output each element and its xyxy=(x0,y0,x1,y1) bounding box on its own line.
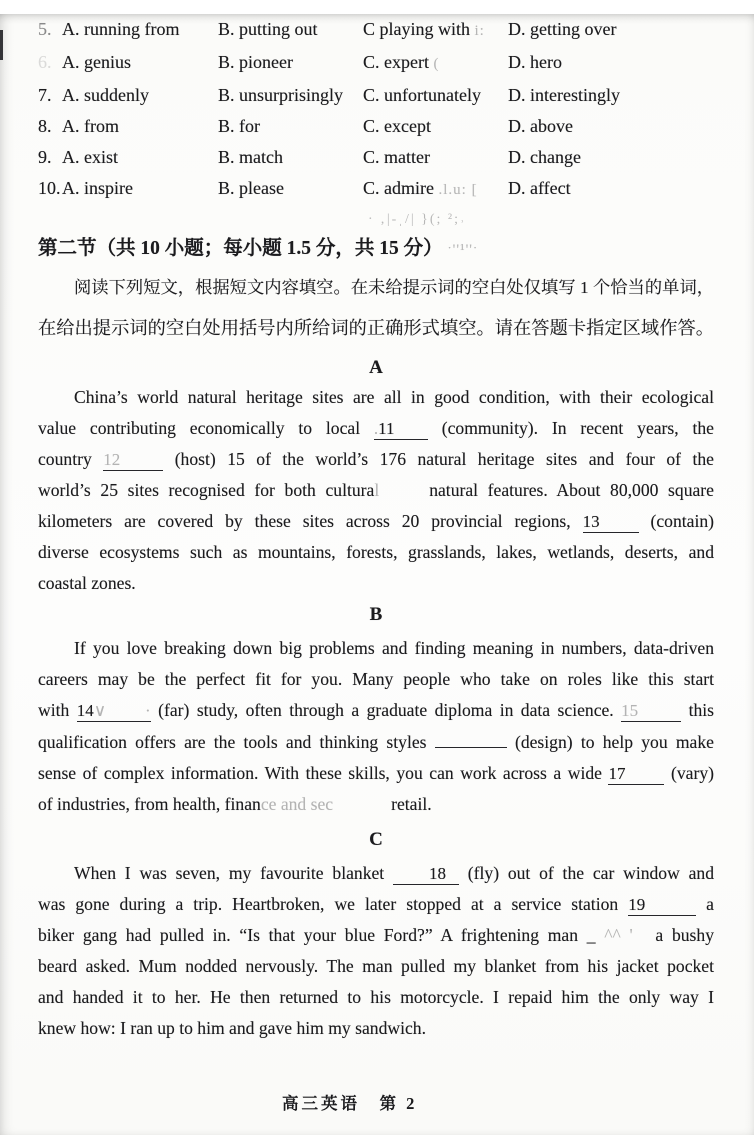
option-row xyxy=(38,142,714,173)
text-line xyxy=(38,695,714,726)
option-b: B. putting out xyxy=(218,19,318,39)
option-d: D. above xyxy=(508,116,573,136)
text-run: sense of complex information. With these skills, you can work across a wide xyxy=(38,763,609,783)
text-line xyxy=(38,664,714,695)
text-run: was gone during a trip. Heartbroken, we later stopped at a service station xyxy=(38,894,629,914)
option-d: D. getting over xyxy=(508,19,617,39)
option-a: 9. A. exist xyxy=(38,142,218,173)
option-row xyxy=(38,80,714,111)
option-a: 8. A. from xyxy=(38,111,218,142)
text-run: (community). In recent years, the xyxy=(427,418,714,438)
option-c: C. matter xyxy=(363,147,430,167)
text-run: (fly) out of the car window and xyxy=(459,863,714,883)
text-run: l xyxy=(374,480,380,500)
section-instructions xyxy=(38,268,714,348)
scan-smudge: ( xyxy=(433,56,440,72)
scan-smudge: i: xyxy=(474,23,485,39)
answer-blank: 19 xyxy=(628,894,696,916)
exam-scan-page xyxy=(0,14,754,1135)
scan-smudge: .l.u: [ xyxy=(438,182,478,198)
text-run: a xyxy=(696,894,714,914)
option-row xyxy=(38,173,714,206)
option-a: 6. A. genius xyxy=(38,47,218,80)
text-line xyxy=(38,413,714,444)
text-run: China’s world natural heritage sites are all in good condition, with their ecological xyxy=(74,387,714,407)
section-heading: 第二节（共 10 小题；每小题 1.5 分，共 15 分） ˑ''¹''ˑ xyxy=(38,238,479,259)
option-row xyxy=(38,14,714,47)
text-line xyxy=(38,858,714,889)
text-run: world’s 25 sites recognised for both cultura xyxy=(38,480,375,500)
text-run: beard asked. Mum nodded nervously. The man pulled my blanket from his jacket pocket xyxy=(38,956,714,976)
question-number: 6. xyxy=(38,52,52,72)
text-run: country xyxy=(38,449,104,469)
option-a: 7. A. suddenly xyxy=(38,80,218,111)
options-table xyxy=(38,14,714,206)
text-run: If you love breaking down big problems and finding meaning in numbers, data-driven xyxy=(74,638,714,658)
answer-blank xyxy=(435,726,507,748)
option-b: B. unsurprisingly xyxy=(218,85,344,105)
answer-blank: 12 xyxy=(103,449,163,471)
option-c: C. expert ( xyxy=(363,52,440,72)
text-run: biker gang had pulled in. “Is that your blue Ford?” A frightening man _ xyxy=(38,925,596,945)
option-row xyxy=(38,111,714,142)
answer-blank: 13 xyxy=(583,511,639,533)
option-d: D. affect xyxy=(508,178,571,198)
text-run: with xyxy=(38,700,77,720)
text-run: qualification offers are the tools and thinking styles xyxy=(38,732,435,752)
text-line xyxy=(38,889,714,920)
option-row xyxy=(38,47,714,80)
text-run: careers may be the perfect fit for you. Many people who take on roles like this start xyxy=(38,669,714,689)
text-run: natural features. About 80,000 square xyxy=(429,480,714,500)
instruction-line: 阅读下列短文，根据短文内容填空。在未给提示词的空白处仅填写 1 个恰当的单词， xyxy=(74,278,714,297)
option-b: B. match xyxy=(218,147,283,167)
text-line xyxy=(38,475,714,506)
text-line xyxy=(38,444,714,475)
answer-blank: 14∨ · xyxy=(76,701,151,720)
question-number: 7. xyxy=(38,85,52,105)
instruction-line: 在给出提示词的空白处用括号内所给词的正确形式填空。请在答题卡指定区域作答。 xyxy=(38,318,714,338)
option-c: C playing with i: xyxy=(363,19,485,39)
option-c: C. unfortunately xyxy=(363,85,481,105)
option-b: B. pioneer xyxy=(218,52,293,72)
text-line xyxy=(38,726,714,758)
option-d: D. hero xyxy=(508,52,562,72)
text-line xyxy=(38,633,714,664)
text-run: (design) to help you make xyxy=(506,732,714,752)
text-run: ce and sec xyxy=(260,794,334,814)
text-run: (vary) xyxy=(664,763,714,783)
answer-blank: 15 xyxy=(621,700,681,722)
text-run: (host) 15 of the world’s 176 natural heritage sites and four of the xyxy=(163,449,714,469)
text-run: retail. xyxy=(391,794,432,814)
answer-blank: 18 xyxy=(393,863,459,885)
text-line xyxy=(38,982,714,1013)
passages xyxy=(38,356,714,1044)
text-line xyxy=(38,789,714,820)
text-run: diverse ecosystems such as mountains, forests, grasslands, lakes, wetlands, deserts, and xyxy=(38,542,714,562)
text-line xyxy=(38,506,714,537)
text-run: a bushy xyxy=(655,925,714,945)
option-b: B. for xyxy=(218,116,260,136)
text-line xyxy=(38,1013,714,1044)
option-c: C. admire .l.u: [ xyxy=(363,178,478,198)
text-run: When I was seven, my favourite blanket xyxy=(74,863,393,883)
option-d: D. change xyxy=(508,147,581,167)
question-number: 10. xyxy=(38,178,61,198)
scan-smudge: ˑ''¹''ˑ xyxy=(447,242,479,258)
passage-label: A xyxy=(369,357,383,378)
answer-blank: .11 xyxy=(374,418,428,440)
text-line xyxy=(38,758,714,789)
text-line xyxy=(38,537,714,568)
option-a: 10.A. inspire xyxy=(38,173,218,206)
text-run: and handed it to her. He then returned to his motorcycle. I repaid him the only way I xyxy=(38,987,714,1007)
passage-label: C xyxy=(369,829,383,850)
text-run: ^^ ' xyxy=(595,925,642,945)
text-run: value contributing economically to local xyxy=(38,418,374,438)
text-line xyxy=(38,951,714,982)
text-run: kilometers are covered by these sites across 20 provincial regions, xyxy=(38,511,583,531)
text-line xyxy=(38,382,714,413)
text-run: this xyxy=(681,700,714,720)
question-number: 5. xyxy=(38,19,52,39)
text-run: (contain) xyxy=(638,511,715,531)
option-c: C. except xyxy=(363,116,431,136)
question-number: 8. xyxy=(38,116,52,136)
text-line xyxy=(38,920,714,951)
answer-blank: 17 xyxy=(608,763,664,785)
scan-smudge: · ‚|-ˌ/| }(; ²;˒ xyxy=(368,212,467,227)
option-b: B. please xyxy=(218,178,284,198)
question-number: 9. xyxy=(38,147,52,167)
text-run: coastal zones. xyxy=(38,573,136,593)
passage-label: B xyxy=(369,604,383,625)
option-d: D. interestingly xyxy=(508,85,620,105)
text-line xyxy=(38,568,714,599)
option-a: 5. A. running from xyxy=(38,14,218,47)
scan-edge-mark xyxy=(0,30,3,60)
text-run: knew how: I ran up to him and gave him my sandwich. xyxy=(38,1018,426,1038)
page-footer: 高三英语 第 2 xyxy=(282,1094,418,1113)
text-run: of industries, from health, finan xyxy=(38,794,261,814)
text-run: (far) study, often through a graduate diploma in data science. xyxy=(150,700,622,720)
